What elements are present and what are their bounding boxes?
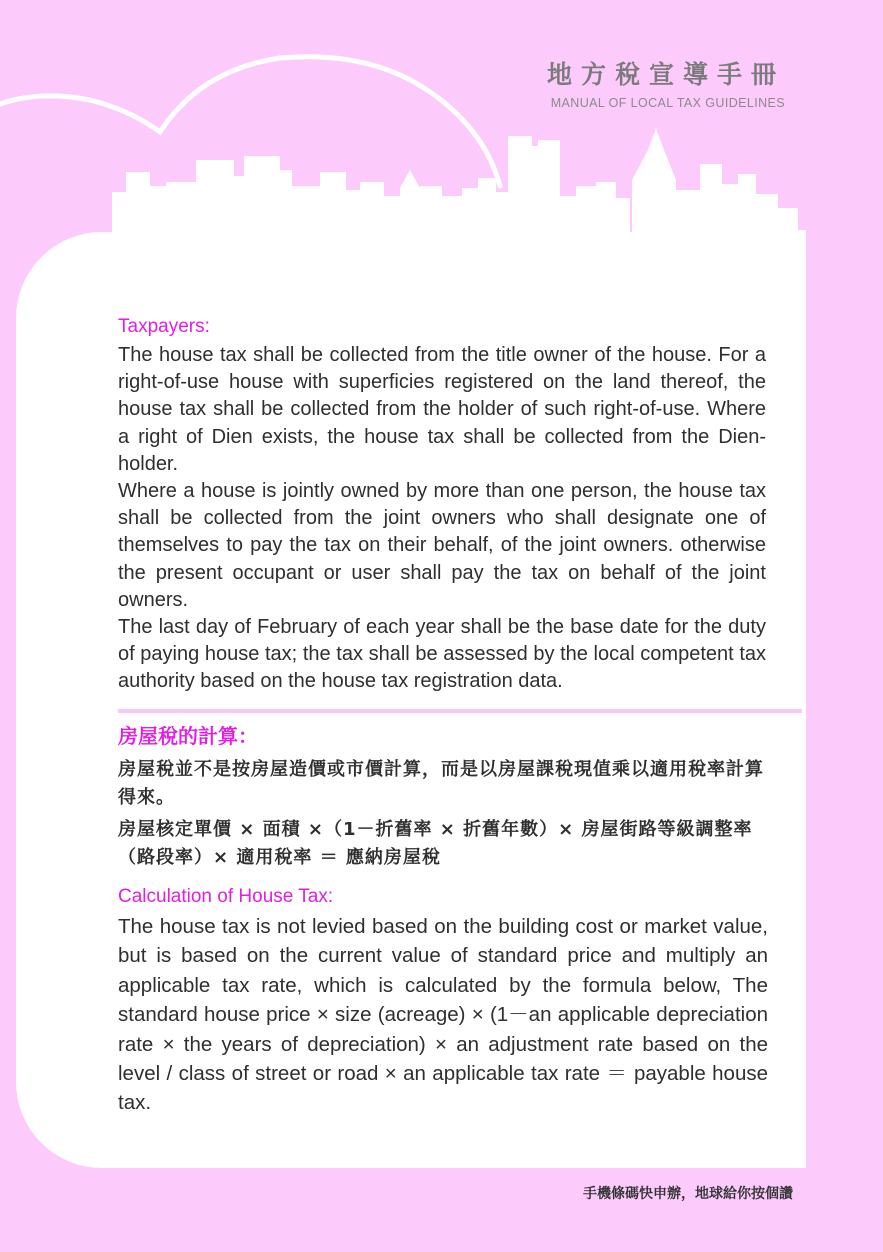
calculation-formula-zh: 房屋核定單價 × 面積 ×（1－折舊率 × 折舊年數）× 房屋街路等級調整率（路段率）× 適用稅率 ＝ 應納房屋稅 [118,819,753,868]
taxpayers-paragraph-3: The last day of February of each year shall be the base date for the duty of paying house tax; the tax shall be assessed by the local competent tax authority based on the house tax registration data. [118,616,766,693]
footer-slogan: 手機條碼快申辦，地球給你按個讚 [583,1186,793,1202]
taxpayers-paragraph-1: The house tax shall be collected from the title owner of the house. For a right-of-use house with superficies registered on the land thereof, the house tax shall be collected from the holder of such right-of-use. Where a right of Dien exists, the house tax shall be collected from the Dien-holder. [118,344,766,475]
manual-title-zh: 地方稅宣導手冊 [546,60,785,89]
calculation-heading-en: Calculation of House Tax: [118,886,334,907]
section-divider [118,709,802,713]
calculation-section [118,720,768,1118]
manual-title-en: MANUAL OF LOCAL TAX GUIDELINES [550,96,785,110]
taxpayers-heading: Taxpayers: [118,316,210,337]
calculation-paragraph-en: The house tax is not levied based on the building cost or market value, but is based on the current value of standard price and multiply an applicable tax rate, which is calculated by the formula below, The standard house price × size (acreage) × (1－an applicable depreciation rate × the years of depreciation) × an adjustment rate based on the level / class of street or road × an applicable tax rate ＝ payable house tax. [118,915,768,1115]
taxpayers-paragraph-2: Where a house is jointly owned by more than one person, the house tax shall be collected from the joint owners who shall designate one of themselves to pay the tax on their behalf, of the joint owners. otherwise the present occupant or user shall pay the tax on behalf of the joint owners. [118,480,766,611]
manual-header [547,58,785,110]
taxpayers-section [118,312,766,696]
calculation-paragraph-zh-1: 房屋稅並不是按房屋造價或市價計算，而是以房屋課稅現值乘以適用稅率計算得來。 [118,759,764,808]
calculation-heading-zh: 房屋稅的計算： [118,724,258,748]
